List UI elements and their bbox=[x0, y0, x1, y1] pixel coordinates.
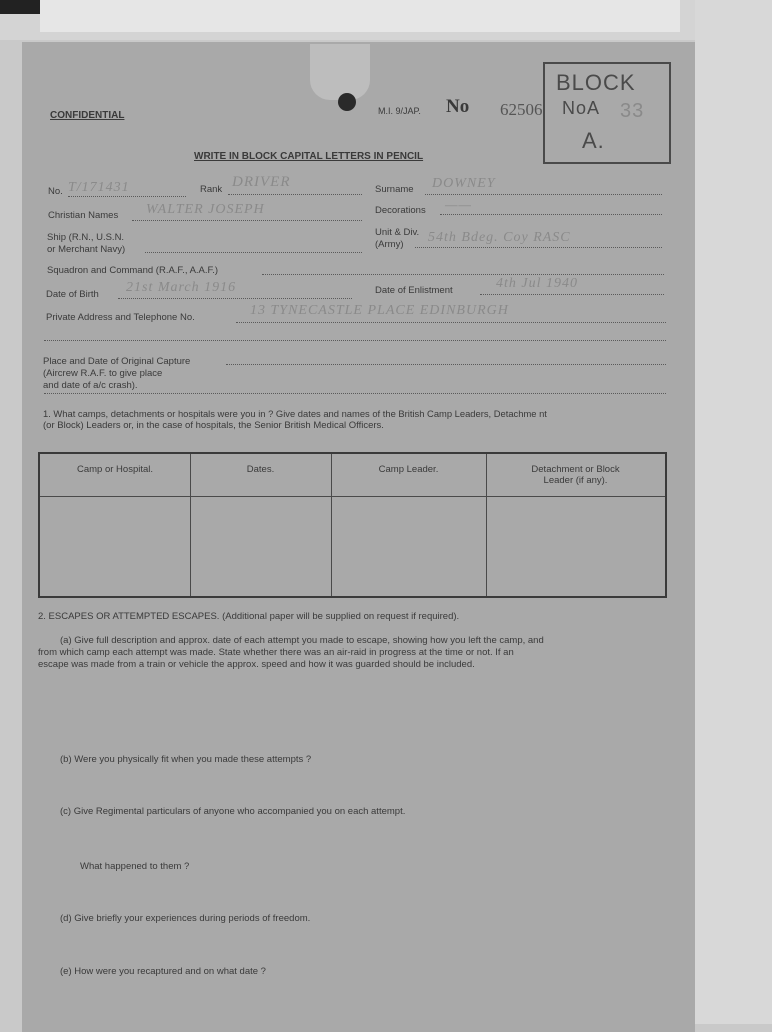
christian-names-label: Christian Names bbox=[48, 210, 119, 221]
surname-value: DOWNEY bbox=[432, 176, 496, 191]
punch-hole bbox=[338, 93, 356, 111]
question-1-line-1: 1. What camps, detachments or hospitals were you in ? Give dates and names of the British Camp Leaders, Detachme nt bbox=[43, 408, 547, 419]
table-header-rule bbox=[40, 496, 665, 497]
question-2a-line-1: (a) Give full description and approx. date of each attempt you made to escape, showing how you left the camp, and bbox=[60, 635, 544, 646]
no-dotline bbox=[68, 196, 186, 197]
rank-dotline bbox=[228, 194, 362, 195]
camps-table bbox=[38, 452, 667, 598]
stamp-line-2: NoA bbox=[562, 98, 601, 118]
tag-tab bbox=[310, 44, 370, 100]
no-label: No. bbox=[48, 186, 63, 197]
christian-names-dotline bbox=[132, 220, 362, 221]
enlistment-value: 4th Jul 1940 bbox=[496, 276, 578, 291]
question-2a-line-3: escape was made from a train or vehicle the approx. speed and how it was guarded should be included. bbox=[38, 659, 475, 670]
paper-underneath bbox=[40, 0, 680, 32]
no-value: T/171431 bbox=[68, 180, 130, 195]
christian-names-value: WALTER JOSEPH bbox=[146, 202, 265, 217]
decorations-dotline bbox=[440, 214, 662, 215]
stamp-line-3: A. bbox=[582, 128, 605, 153]
squadron-label: Squadron and Command (R.A.F., A.A.F.) bbox=[47, 265, 219, 276]
rank-label: Rank bbox=[200, 184, 223, 195]
question-2-heading: 2. ESCAPES OR ATTEMPTED ESCAPES. (Additional paper will be supplied on request if required). bbox=[38, 611, 460, 622]
dob-label: Date of Birth bbox=[46, 289, 99, 300]
decorations-label: Decorations bbox=[375, 205, 426, 216]
column-header-dates: Dates. bbox=[246, 464, 275, 475]
number-symbol: No bbox=[446, 96, 470, 117]
capture-label-2: (Aircrew R.A.F. to give place bbox=[43, 368, 163, 379]
question-1-line-2: (or Block) Leaders or, in the case of hospitals, the Senior British Medical Officers. bbox=[43, 420, 384, 431]
surname-label: Surname bbox=[375, 184, 414, 195]
address-dotline-2 bbox=[44, 340, 666, 341]
unit-dotline bbox=[415, 247, 662, 248]
squadron-dotline bbox=[262, 274, 664, 275]
background-right bbox=[695, 0, 772, 1024]
capture-label-1: Place and Date of Original Capture bbox=[43, 356, 191, 367]
capture-dotline-2 bbox=[44, 393, 666, 394]
question-2c-followup: What happened to them ? bbox=[80, 861, 190, 872]
unit-label-2: (Army) bbox=[375, 239, 404, 250]
serial-number: 62506 bbox=[500, 100, 543, 119]
question-2a-line-2: from which camp each attempt was made. State whether there was an air-raid in progress at the time or not. If an bbox=[38, 647, 514, 658]
address-label: Private Address and Telephone No. bbox=[46, 312, 195, 323]
question-2c: (c) Give Regimental particulars of anyone who accompanied you on each attempt. bbox=[60, 806, 406, 817]
unit-value: 54th Bdeg. Coy RASC bbox=[428, 230, 571, 245]
rank-value: DRIVER bbox=[232, 174, 291, 190]
stamp-faint-number: 33 bbox=[620, 100, 645, 122]
confidential-label: CONFIDENTIAL bbox=[50, 110, 125, 121]
enlistment-dotline bbox=[480, 294, 664, 295]
dark-corner bbox=[0, 0, 40, 14]
question-2d: (d) Give briefly your experiences during periods of freedom. bbox=[60, 913, 311, 924]
column-header-detachment-line-2: Leader (if any). bbox=[543, 475, 608, 487]
surname-dotline bbox=[425, 194, 662, 195]
form-reference: M.I. 9/JAP. bbox=[378, 106, 421, 116]
ship-label-1: Ship (R.N., U.S.N. bbox=[47, 232, 125, 243]
column-header-detachment-leader bbox=[486, 464, 665, 487]
dob-value: 21st March 1916 bbox=[126, 280, 237, 295]
column-header-camp: Camp or Hospital. bbox=[76, 464, 154, 475]
instruction-heading: WRITE IN BLOCK CAPITAL LETTERS IN PENCIL bbox=[194, 151, 424, 162]
decorations-value: —— bbox=[445, 198, 472, 213]
capture-dotline bbox=[226, 364, 666, 365]
question-2e: (e) How were you recaptured and on what date ? bbox=[60, 966, 266, 977]
address-value: 13 TYNECASTLE PLACE EDINBURGH bbox=[250, 303, 509, 318]
column-header-camp-leader: Camp Leader. bbox=[378, 464, 439, 475]
stamp-line-1: BLOCK bbox=[556, 70, 636, 95]
question-2b: (b) Were you physically fit when you made these attempts ? bbox=[60, 754, 312, 765]
ship-label-2: or Merchant Navy) bbox=[47, 244, 126, 255]
enlistment-label: Date of Enlistment bbox=[375, 285, 453, 296]
address-dotline bbox=[236, 322, 666, 323]
column-header-detachment-line-1: Detachment or Block bbox=[531, 464, 620, 475]
dob-dotline bbox=[118, 298, 352, 299]
ship-dotline bbox=[145, 252, 362, 253]
capture-label-3: and date of a/c crash). bbox=[43, 380, 138, 391]
unit-label-1: Unit & Div. bbox=[375, 227, 420, 238]
